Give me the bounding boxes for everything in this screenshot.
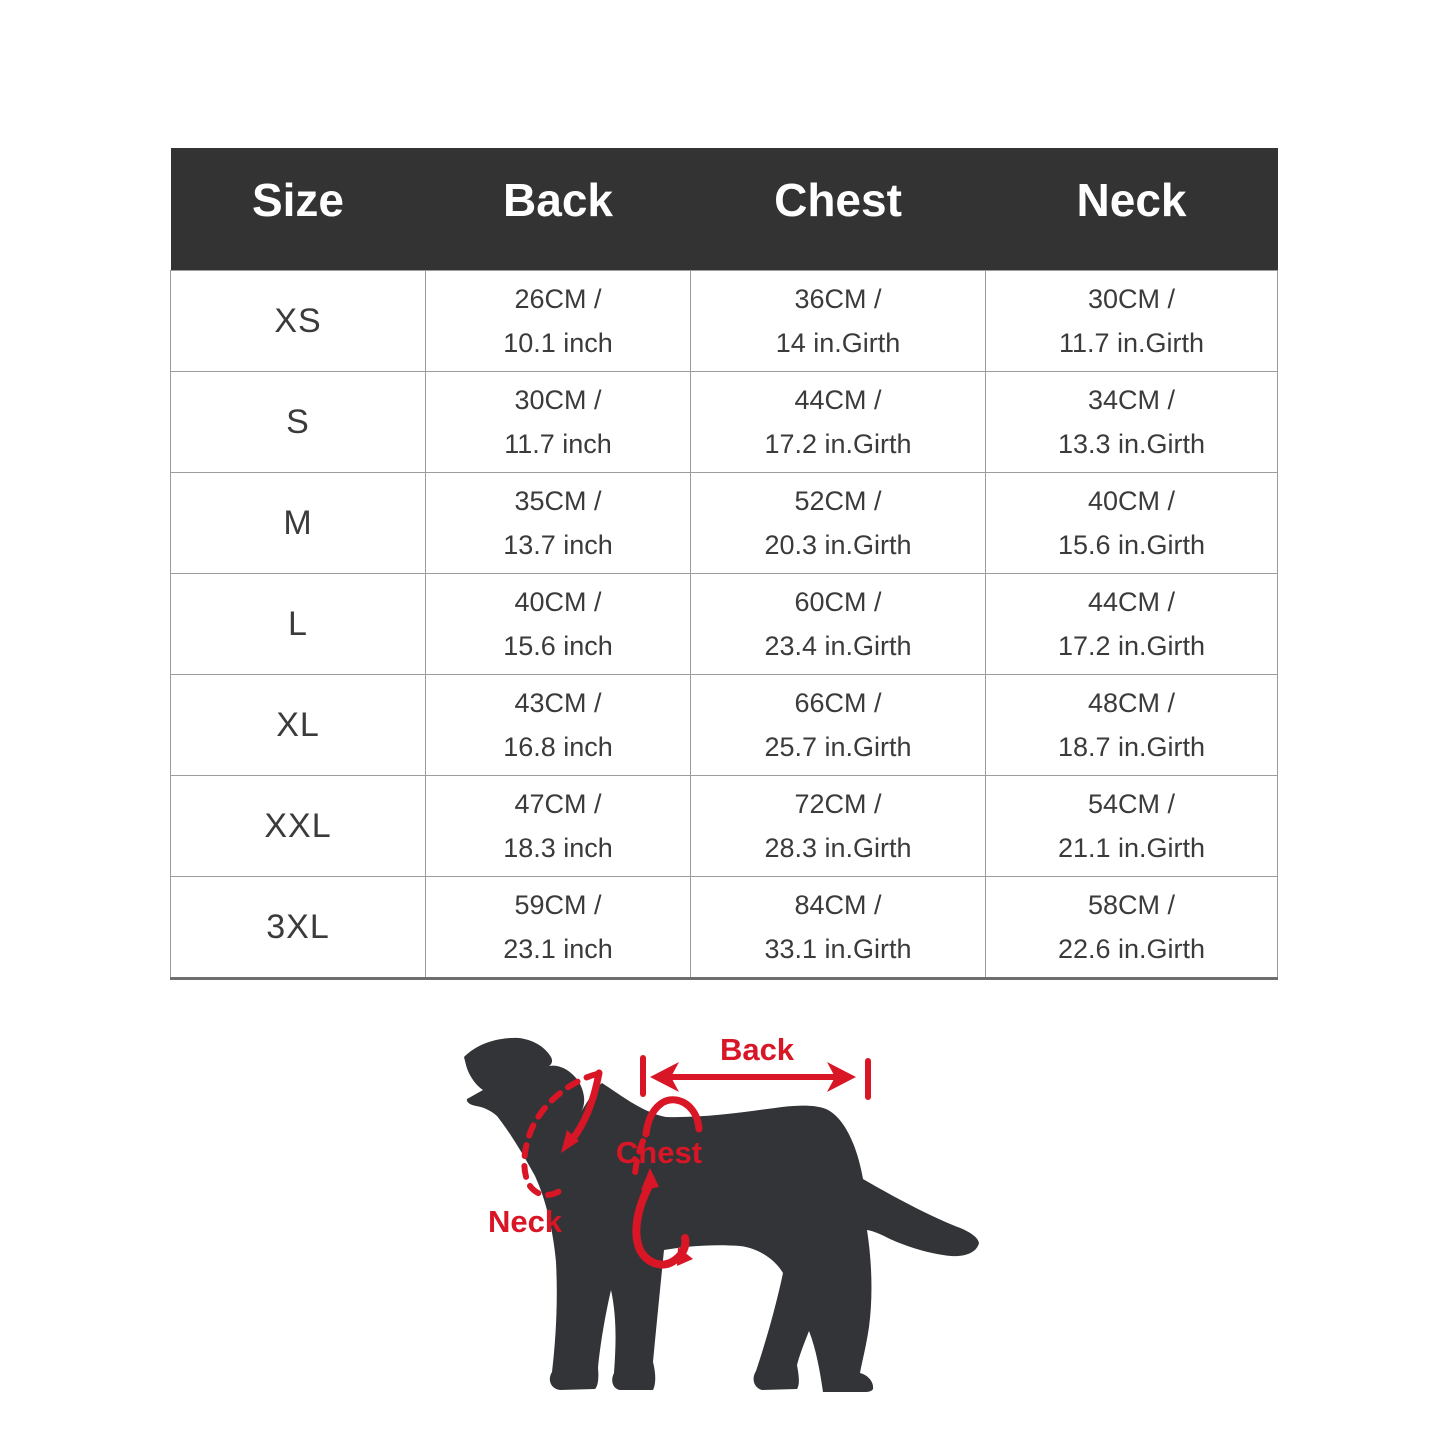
back-cell: 47CM / 18.3 inch — [426, 776, 691, 877]
size-cell: XXL — [171, 776, 426, 877]
chest-measure-label: Chest — [615, 1135, 703, 1170]
chest-cell: 44CM / 17.2 in.Girth — [691, 372, 986, 473]
back-cell: 30CM / 11.7 inch — [426, 372, 691, 473]
neck-cell: 40CM / 15.6 in.Girth — [986, 473, 1278, 574]
size-cell: XS — [171, 271, 426, 372]
neck-cell: 34CM / 13.3 in.Girth — [986, 372, 1278, 473]
neck-cell: 58CM / 22.6 in.Girth — [986, 877, 1278, 979]
size-cell: XL — [171, 675, 426, 776]
neck-measure-label: Neck — [487, 1204, 563, 1239]
back-cell: 59CM / 23.1 inch — [426, 877, 691, 979]
back-measure-label: Back — [719, 1032, 795, 1067]
chest-cell: 52CM / 20.3 in.Girth — [691, 473, 986, 574]
neck-cell: 30CM / 11.7 in.Girth — [986, 271, 1278, 372]
chest-cell: 36CM / 14 in.Girth — [691, 271, 986, 372]
header-neck: Neck — [986, 148, 1278, 271]
chest-cell: 66CM / 25.7 in.Girth — [691, 675, 986, 776]
back-cell: 43CM / 16.8 inch — [426, 675, 691, 776]
size-cell: M — [171, 473, 426, 574]
back-cell: 35CM / 13.7 inch — [426, 473, 691, 574]
header-size: Size — [171, 148, 426, 271]
size-cell: L — [171, 574, 426, 675]
neck-cell: 54CM / 21.1 in.Girth — [986, 776, 1278, 877]
chest-cell: 72CM / 28.3 in.Girth — [691, 776, 986, 877]
chest-cell: 84CM / 33.1 in.Girth — [691, 877, 986, 979]
size-cell: 3XL — [171, 877, 426, 979]
header-back: Back — [426, 148, 691, 271]
header-chest: Chest — [691, 148, 986, 271]
neck-cell: 44CM / 17.2 in.Girth — [986, 574, 1278, 675]
back-cell: 40CM / 15.6 inch — [426, 574, 691, 675]
back-cell: 26CM / 10.1 inch — [426, 271, 691, 372]
size-cell: S — [171, 372, 426, 473]
neck-cell: 48CM / 18.7 in.Girth — [986, 675, 1278, 776]
chest-cell: 60CM / 23.4 in.Girth — [691, 574, 986, 675]
